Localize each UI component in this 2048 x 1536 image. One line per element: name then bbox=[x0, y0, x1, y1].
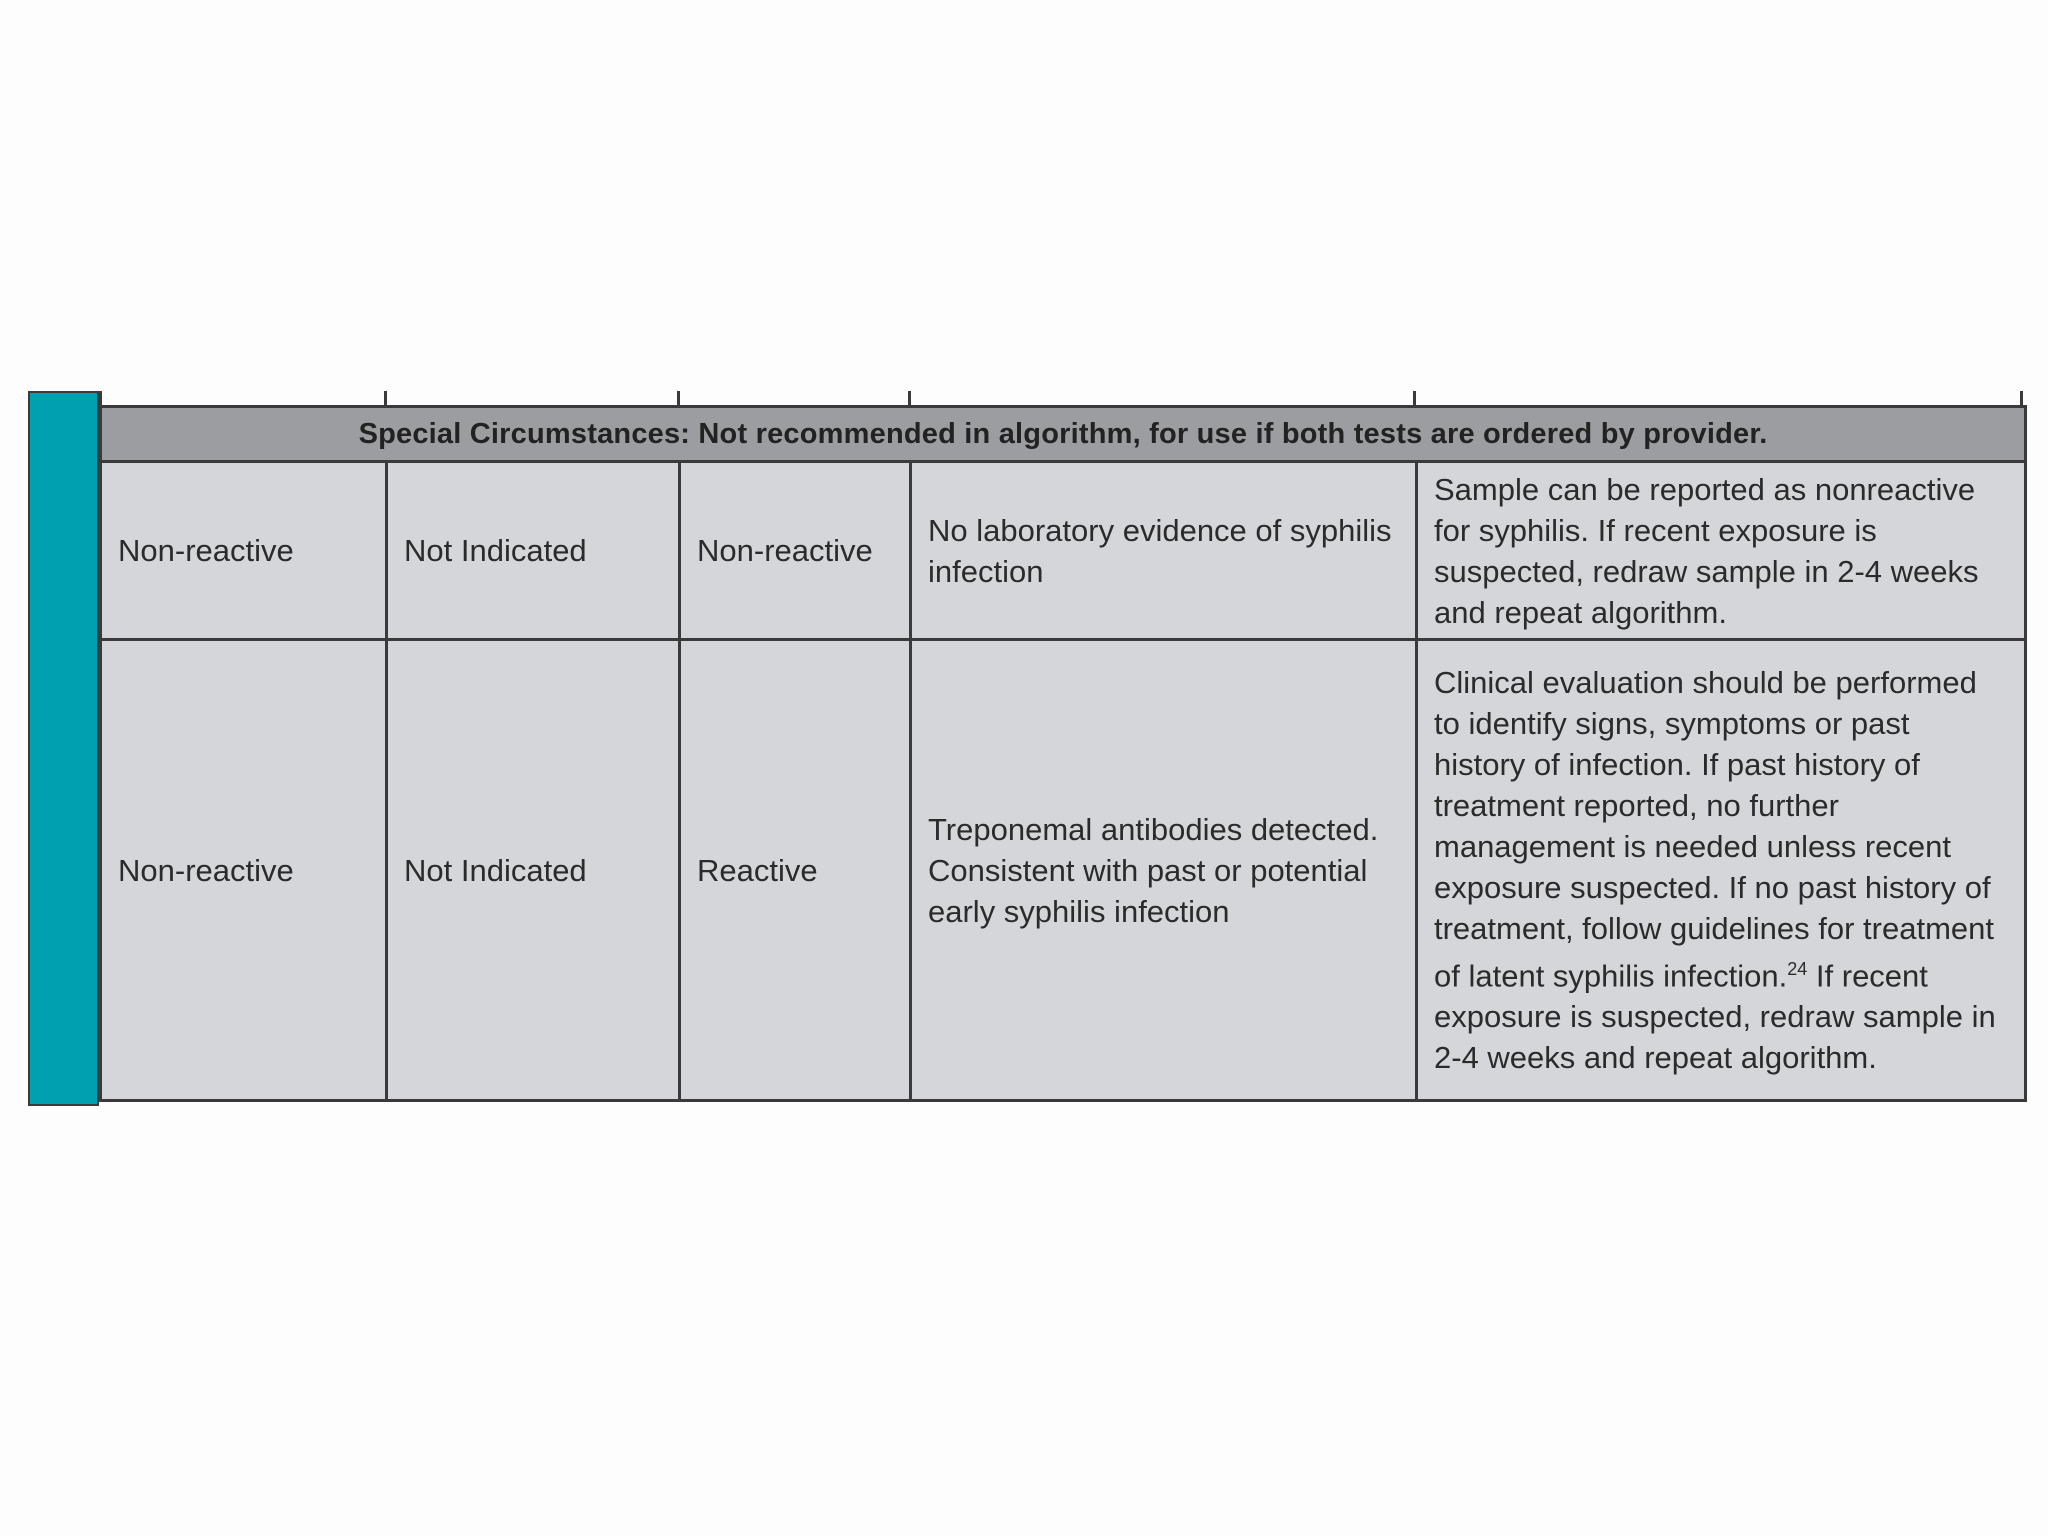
table-cell-second-test: Not Indicated bbox=[387, 640, 680, 1101]
table-cell-recommendation bbox=[1417, 640, 2026, 1101]
table-row bbox=[101, 640, 2026, 1101]
special-circumstances-row bbox=[101, 407, 2026, 462]
syphilis-results-table bbox=[99, 405, 2027, 1102]
footnote-marker: 24 bbox=[1787, 958, 1808, 979]
table-cell-interpretation: No laboratory evidence of syphilis infection bbox=[911, 462, 1417, 640]
recommendation-text: Clinical evaluation should be performed to identify signs, symptoms or past history of infection. If past history of treatment reported, no further management is needed unless recent exposure suspected. If no past history of treatment, follow guidelines for treatment of latent syphilis infection. bbox=[1434, 664, 1994, 994]
table-cell-interpretation: Treponemal antibodies detected. Consistent with past or potential early syphilis infection bbox=[911, 640, 1417, 1101]
table-cell-third-test: Non-reactive bbox=[680, 462, 911, 640]
table-row bbox=[101, 462, 2026, 640]
special-circumstances-heading: Special Circumstances: Not recommended in algorithm, for use if both tests are ordered by provider. bbox=[101, 407, 2026, 462]
recommendation-tail-text: If recent exposure is suspected, redraw sample in 2-4 weeks and repeat algorithm. bbox=[1434, 958, 1996, 1076]
table-cell-recommendation: Sample can be reported as nonreactive for syphilis. If recent exposure is suspected, redraw sample in 2-4 weeks and repeat algorithm. bbox=[1417, 462, 2026, 640]
table-cell-third-test: Reactive bbox=[680, 640, 911, 1101]
table-cell-first-test: Non-reactive bbox=[101, 462, 387, 640]
table-cell-second-test: Not Indicated bbox=[387, 462, 680, 640]
teal-accent-bar bbox=[28, 391, 99, 1106]
table-cell-first-test: Non-reactive bbox=[101, 640, 387, 1101]
